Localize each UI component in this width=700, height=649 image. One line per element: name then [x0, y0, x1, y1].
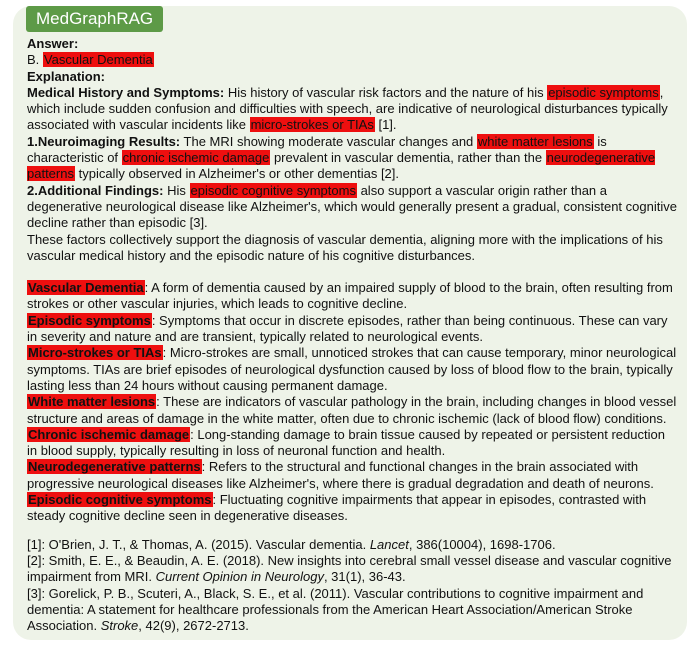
reference-item	[27, 586, 677, 635]
text-run: typically observed in Alzheimer's or other dementias [2].	[74, 166, 400, 182]
explanation-label: Explanation:	[27, 68, 106, 84]
highlight-term: chronic ischemic damage	[122, 150, 270, 166]
definition-item	[27, 427, 677, 460]
answer-content	[27, 36, 677, 634]
additional-findings-paragraph	[27, 183, 677, 232]
text-run: His history of vascular risk factors and the nature of his	[224, 84, 548, 100]
answer-line	[27, 52, 677, 68]
reference-journal: Stroke	[100, 618, 139, 634]
medical-history-title: Medical History and Symptoms:	[27, 84, 225, 100]
reference-journal: Lancet	[369, 536, 409, 552]
reference-journal: Current Opinion in Neurology	[155, 569, 324, 585]
highlight-term: episodic cognitive symptoms	[190, 182, 356, 198]
additional-findings-title: 2.Additional Findings:	[27, 182, 164, 198]
definition-term: Micro-strokes or TIAs	[28, 345, 162, 361]
answer-prefix: B.	[27, 52, 43, 68]
definition-text: : These are indicators of vascular pathology in the brain, including changes in blood vessel structure and areas of damage in the white matter, often due to chronic ischemic (lack of blood flow) conditions.	[27, 394, 677, 426]
highlight-term: micro-strokes or TIAs	[250, 117, 374, 133]
text-run: , which include sudden confusion and difficulties with speech, are indicative of neurological disturbances typically associated with vascular incidents like	[27, 84, 668, 133]
definition-term: Episodic cognitive symptoms	[28, 492, 212, 508]
reference-item	[27, 553, 677, 586]
model-badge: MedGraphRAG	[26, 6, 163, 32]
reference-text: , 42(9), 2672-2713.	[138, 618, 249, 634]
definition-term: White matter lesions	[28, 394, 156, 410]
text-run: is characteristic of	[27, 133, 607, 166]
definition-text: : Symptoms that occur in discrete episodes, rather than being continuous. These can vary in severity and nature and are transient, typically related to neurological events.	[27, 312, 668, 345]
reference-item	[27, 537, 677, 553]
definition-item	[27, 394, 677, 427]
definition-item	[27, 459, 677, 492]
references-list	[27, 537, 677, 635]
definition-item	[27, 492, 677, 525]
neuroimaging-title: 1.Neuroimaging Results:	[27, 133, 181, 149]
text-run: His	[163, 182, 190, 198]
text-run: The MRI showing moderate vascular changes and	[180, 133, 477, 149]
definition-text: : Refers to the structural and functional changes in the brain associated with progressive neurological diseases like Alzheimer's, where there is gradual degradation and death of neurons.	[27, 459, 654, 491]
highlight-term: white matter lesions	[477, 133, 593, 149]
neuroimaging-paragraph	[27, 134, 677, 183]
conclusion-paragraph: These factors collectively support the diagnosis of vascular dementia, aligning more with the implications of his vascular medical history and the episodic nature of his cognitive disturbances.	[27, 231, 663, 263]
medical-history-paragraph	[27, 85, 677, 134]
definition-item	[27, 313, 677, 346]
definition-text: : Fluctuating cognitive impairments that appear in episodes, contrasted with steady cognitive decline seen in degenerative diseases.	[27, 492, 647, 524]
definition-item	[27, 280, 677, 313]
answer-highlight: Vascular Dementia	[43, 52, 153, 68]
definition-text: : Micro-strokes are small, unnoticed strokes that can cause temporary, minor neurological symptoms. TIAs are brief episodes of neurological dysfunction caused by loss of blood flow to the brain, typically lasting less than 24 hours without causing permanent damage.	[27, 345, 677, 393]
reference-text: [1]: O'Brien, J. T., & Thomas, A. (2015). Vascular dementia.	[27, 536, 370, 552]
highlight-term: neurodegenerative patterns	[27, 150, 656, 182]
answer-label: Answer:	[27, 36, 79, 51]
text-run: also support a vascular origin rather than a degenerative neurological disease like Alzheimer's, which would generally present a gradual, consistent cognitive decline rather than episodic [3].	[27, 182, 677, 231]
definition-term: Chronic ischemic damage	[28, 426, 190, 442]
definitions-list	[27, 280, 677, 524]
reference-text: , 31(1), 36-43.	[323, 569, 406, 585]
definition-text: : Long-standing damage to brain tissue caused by repeated or persistent reduction in blood supply, typically resulting in loss of neuronal function and health.	[27, 426, 665, 459]
reference-text: [3]: Gorelick, P. B., Scuteri, A., Black, S. E., et al. (2011). Vascular contributions to cognitive impairment and dementia: A statement for healthcare professionals from the American Heart Association/American Stroke Association.	[27, 585, 644, 634]
definition-text: : A form of dementia caused by an impaired supply of blood to the brain, often resulting from strokes or other vascular injuries, which leads to cognitive decline.	[27, 280, 673, 312]
definition-term: Episodic symptoms	[28, 312, 151, 328]
definition-term: Neurodegenerative patterns	[28, 459, 201, 475]
definition-item	[27, 345, 677, 394]
definition-term: Vascular Dementia	[28, 280, 144, 296]
reference-text: [2]: Smith, E. E., & Beaudin, A. E. (2018). New insights into cerebral small vessel disease and vascular cognitive impairment from MRI.	[27, 552, 672, 585]
highlight-term: episodic symptoms	[548, 84, 659, 100]
spacer	[27, 264, 677, 280]
text-run: prevalent in vascular dementia, rather than the	[270, 150, 546, 166]
text-run: [1].	[374, 117, 397, 133]
reference-text: , 386(10004), 1698-1706.	[408, 536, 556, 552]
